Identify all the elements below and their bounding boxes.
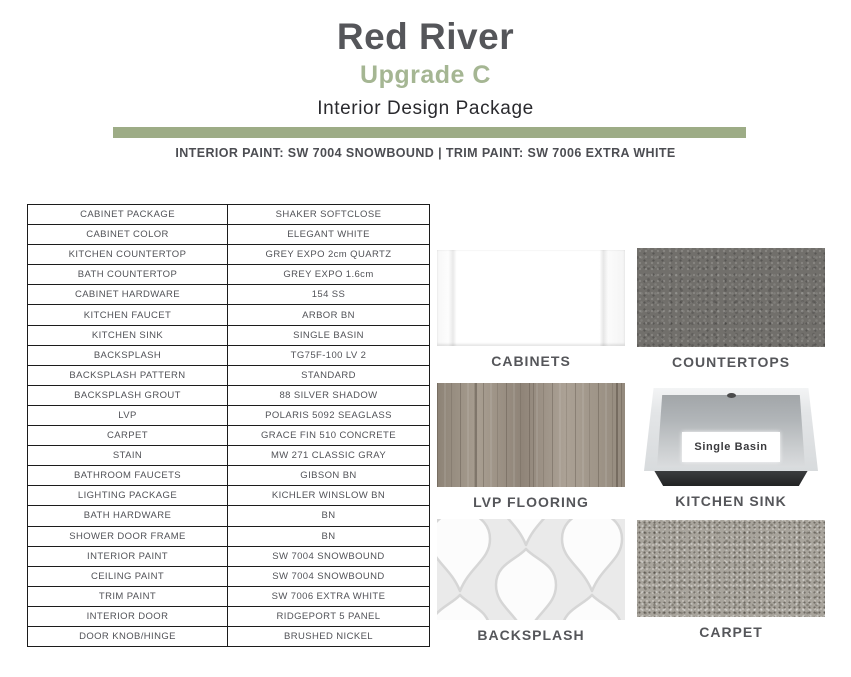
carpet-sample-image — [637, 520, 825, 617]
table-row — [28, 566, 430, 586]
table-row — [28, 426, 430, 446]
spec-value-cell: SINGLE BASIN — [228, 325, 430, 345]
table-row — [28, 385, 430, 405]
page-title: Red River — [336, 16, 515, 57]
header — [0, 18, 851, 120]
spec-value-cell: POLARIS 5092 SEAGLASS — [228, 405, 430, 425]
spec-label-cell: BATH HARDWARE — [28, 506, 228, 526]
table-row — [28, 245, 430, 265]
spec-label-cell: CABINET COLOR — [28, 225, 228, 245]
table-row — [28, 526, 430, 546]
spec-value-cell: BRUSHED NICKEL — [228, 626, 430, 646]
table-row — [28, 305, 430, 325]
spec-value-cell: SHAKER SOFTCLOSE — [228, 205, 430, 225]
table-row — [28, 486, 430, 506]
spec-value-cell: GREY EXPO 2cm QUARTZ — [228, 245, 430, 265]
spec-value-cell: TG75F-100 LV 2 — [228, 345, 430, 365]
sink-basin-badge-text: Single Basin — [694, 441, 768, 453]
spec-label-cell: TRIM PAINT — [28, 586, 228, 606]
spec-label-cell: DOOR KNOB/HINGE — [28, 626, 228, 646]
table-row — [28, 586, 430, 606]
swatch-label: CARPET — [699, 624, 763, 640]
spec-label-cell: STAIN — [28, 446, 228, 466]
spec-label-cell: KITCHEN FAUCET — [28, 305, 228, 325]
spec-value-cell: GRACE FIN 510 CONCRETE — [228, 426, 430, 446]
table-row — [28, 285, 430, 305]
arabesque-tile-pattern — [437, 519, 625, 620]
swatch-label: KITCHEN SINK — [675, 493, 787, 509]
spec-label-cell: BATH COUNTERTOP — [28, 265, 228, 285]
spec-label-cell: KITCHEN SINK — [28, 325, 228, 345]
spec-value-cell: ARBOR BN — [228, 305, 430, 325]
countertops-sample-image — [637, 248, 825, 347]
spec-table — [27, 204, 430, 647]
spec-value-cell: STANDARD — [228, 365, 430, 385]
sink-basin-badge — [682, 432, 780, 462]
package-line: Interior Design Package — [317, 98, 534, 119]
paint-summary-line: INTERIOR PAINT: SW 7004 SNOWBOUND | TRIM PAINT: SW 7006 EXTRA WHITE — [175, 146, 676, 160]
spec-label-cell: BATHROOM FAUCETS — [28, 466, 228, 486]
table-row — [28, 365, 430, 385]
accent-divider-bar — [113, 127, 746, 138]
spec-table-body — [28, 205, 430, 647]
table-row — [28, 345, 430, 365]
table-row — [28, 446, 430, 466]
spec-label-cell: BACKSPLASH PATTERN — [28, 365, 228, 385]
spec-value-cell: SW 7004 SNOWBOUND — [228, 566, 430, 586]
swatch-label: BACKSPLASH — [477, 627, 585, 643]
table-row — [28, 225, 430, 245]
spec-label-cell: CABINET PACKAGE — [28, 205, 228, 225]
table-row — [28, 506, 430, 526]
swatch-label: LVP FLOORING — [473, 494, 589, 510]
spec-label-cell: SHOWER DOOR FRAME — [28, 526, 228, 546]
spec-label-cell: LIGHTING PACKAGE — [28, 486, 228, 506]
lvp-sample-image — [437, 383, 625, 487]
sink-faucet-hole — [727, 393, 736, 398]
swatch-cabinets — [437, 250, 625, 369]
kitchen-sink-image — [637, 386, 825, 486]
sink-base — [644, 471, 818, 486]
spec-label-cell: CARPET — [28, 426, 228, 446]
table-row — [28, 606, 430, 626]
spec-value-cell: MW 271 CLASSIC GRAY — [228, 446, 430, 466]
spec-label-cell: BACKSPLASH — [28, 345, 228, 365]
spec-value-cell: 154 SS — [228, 285, 430, 305]
spec-label-cell: BACKSPLASH GROUT — [28, 385, 228, 405]
spec-value-cell: GREY EXPO 1.6cm — [228, 265, 430, 285]
spec-label-cell: LVP — [28, 405, 228, 425]
table-row — [28, 325, 430, 345]
swatch-label: COUNTERTOPS — [671, 354, 791, 370]
upgrade-subtitle: Upgrade C — [360, 61, 491, 89]
spec-value-cell: 88 SILVER SHADOW — [228, 385, 430, 405]
table-row — [28, 205, 430, 225]
cabinets-sample-image — [437, 250, 625, 346]
swatch-backsplash — [437, 519, 625, 643]
swatch-carpet — [637, 520, 825, 640]
spec-label-cell: INTERIOR DOOR — [28, 606, 228, 626]
swatch-countertops — [637, 248, 825, 370]
spec-value-cell: BN — [228, 526, 430, 546]
spec-value-cell: RIDGEPORT 5 PANEL — [228, 606, 430, 626]
swatch-kitchen-sink — [637, 386, 825, 509]
sink-graphic — [644, 386, 818, 486]
swatch-lvp-flooring — [437, 383, 625, 510]
backsplash-sample-image — [437, 519, 625, 620]
table-row — [28, 265, 430, 285]
spec-label-cell: KITCHEN COUNTERTOP — [28, 245, 228, 265]
spec-label-cell: CEILING PAINT — [28, 566, 228, 586]
spec-value-cell: GIBSON BN — [228, 466, 430, 486]
table-row — [28, 546, 430, 566]
table-row — [28, 405, 430, 425]
spec-label-cell: CABINET HARDWARE — [28, 285, 228, 305]
spec-value-cell: KICHLER WINSLOW BN — [228, 486, 430, 506]
swatch-label: CABINETS — [491, 353, 571, 369]
table-row — [28, 626, 430, 646]
spec-label-cell: INTERIOR PAINT — [28, 546, 228, 566]
spec-value-cell: ELEGANT WHITE — [228, 225, 430, 245]
spec-value-cell: SW 7006 EXTRA WHITE — [228, 586, 430, 606]
spec-value-cell: BN — [228, 506, 430, 526]
spec-value-cell: SW 7004 SNOWBOUND — [228, 546, 430, 566]
table-row — [28, 466, 430, 486]
